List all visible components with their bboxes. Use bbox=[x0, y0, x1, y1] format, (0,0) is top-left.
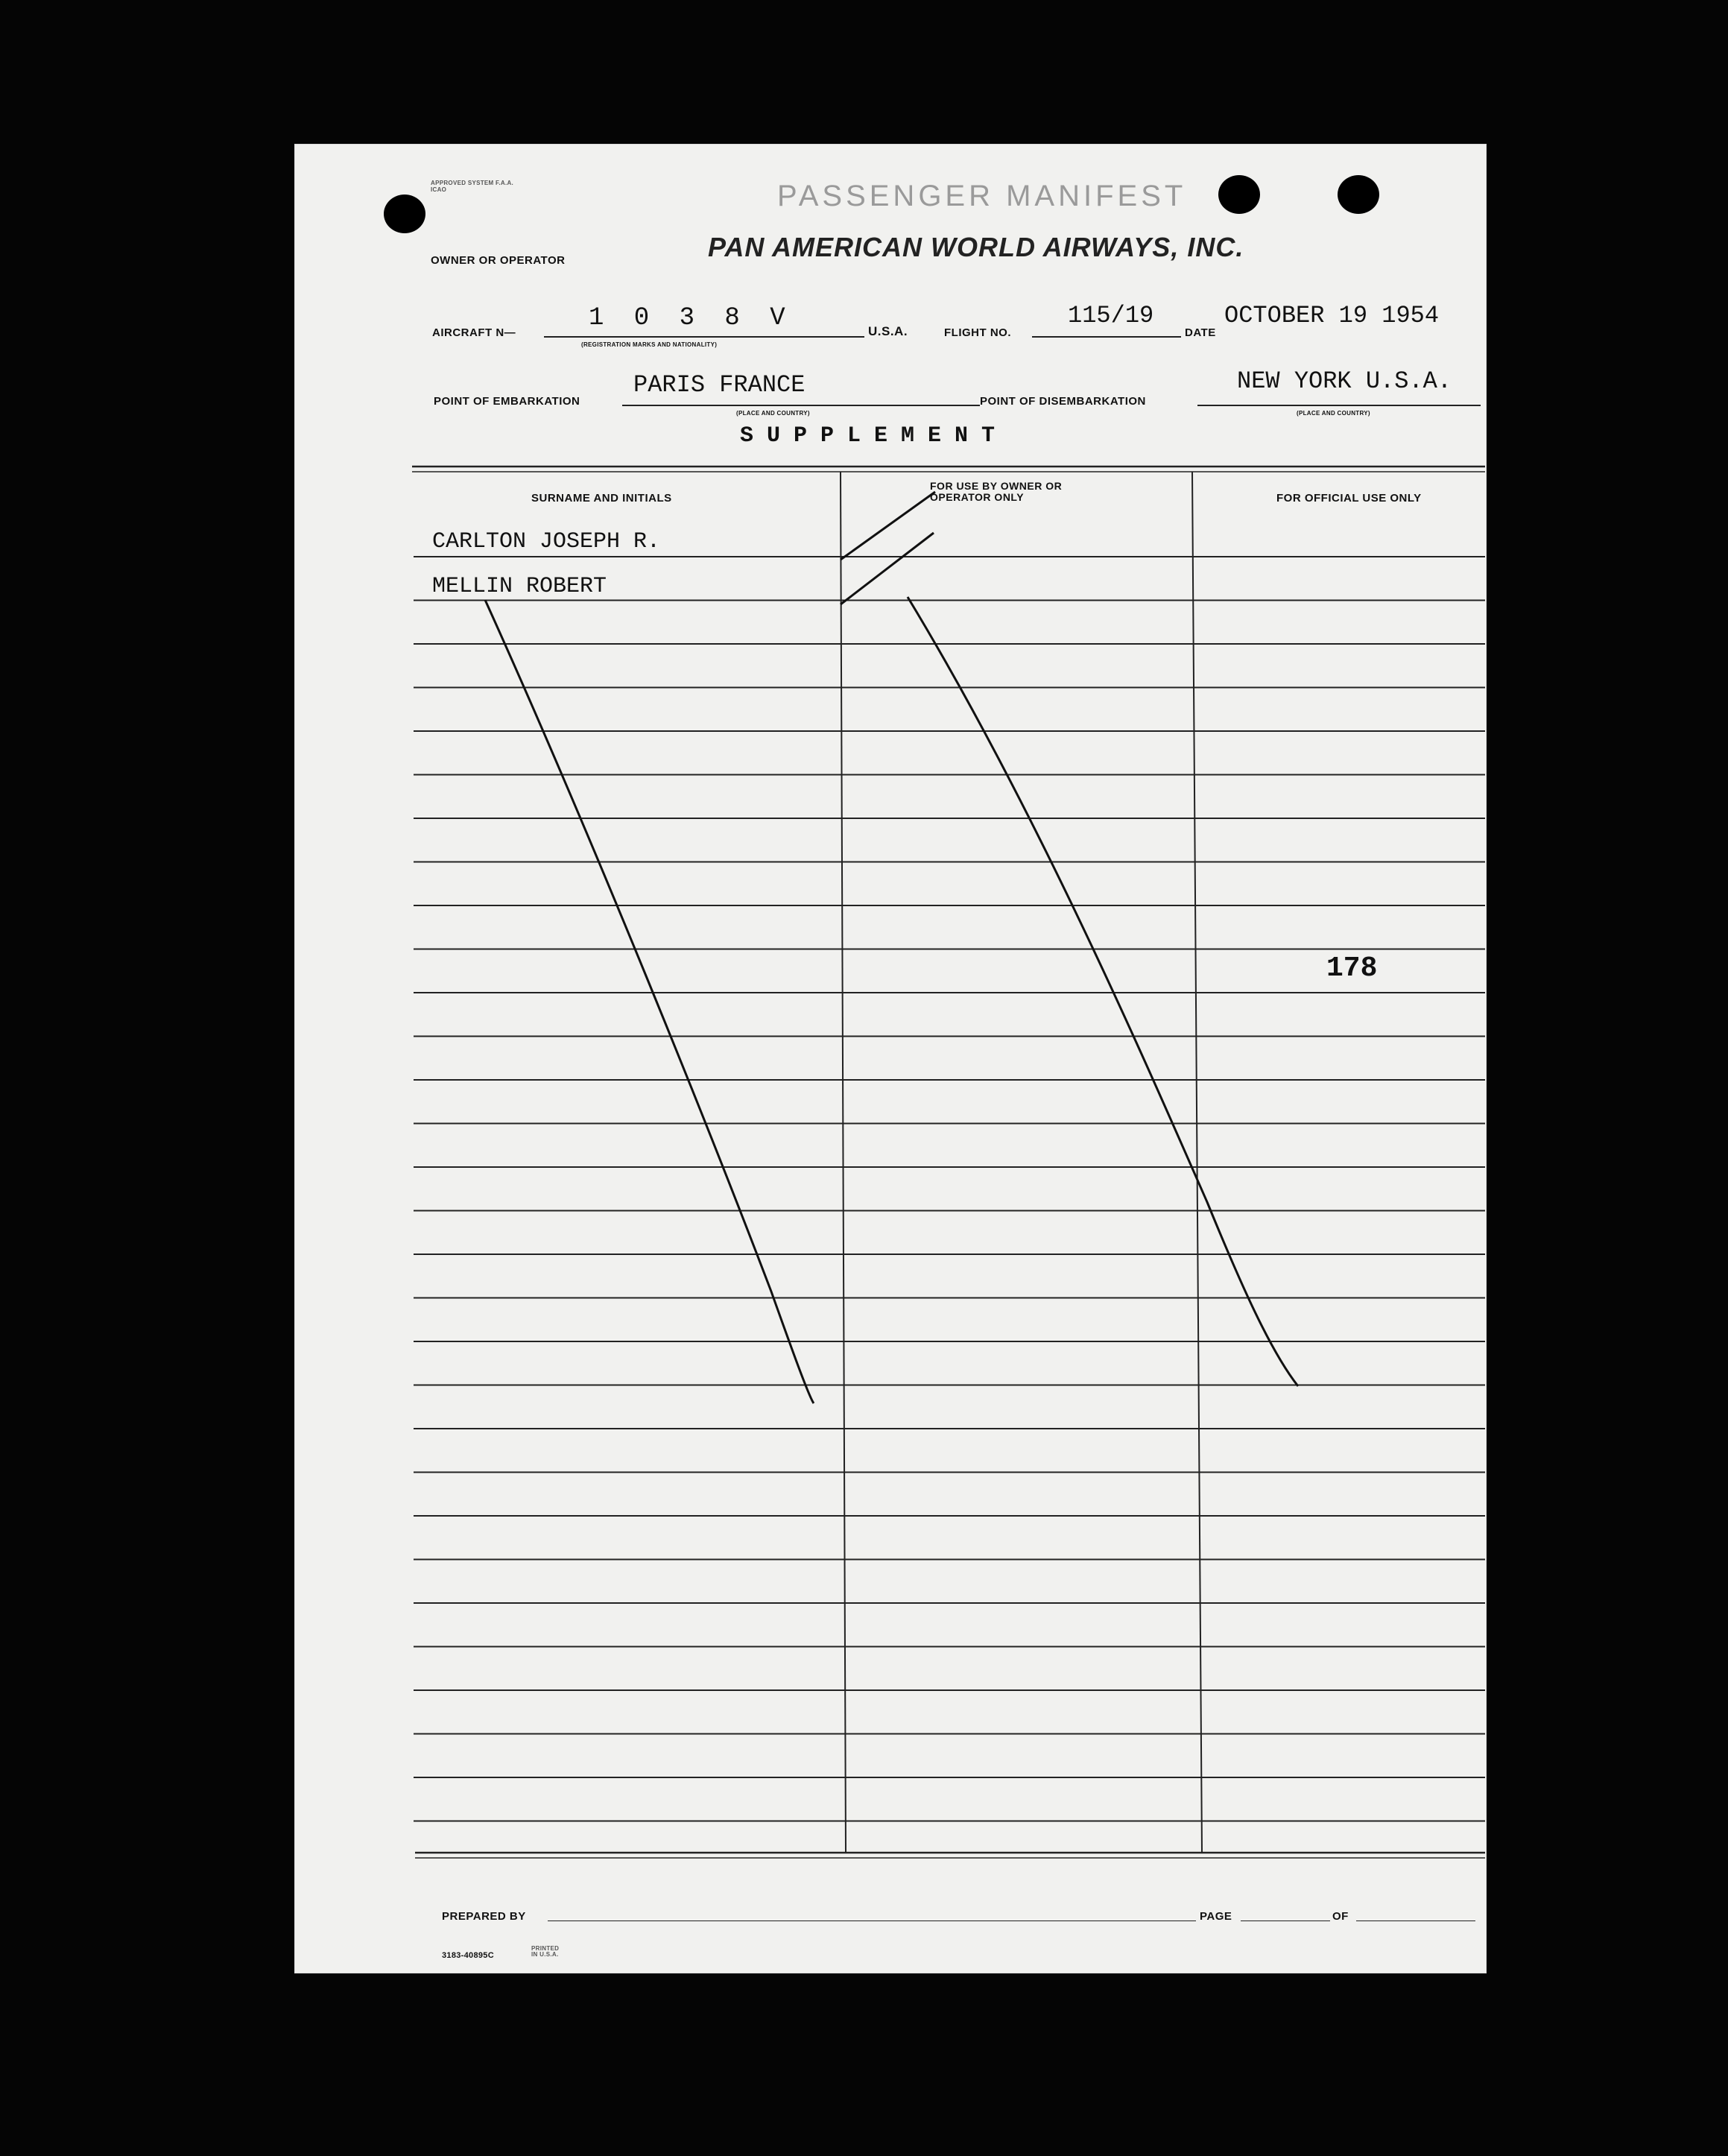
embarkation-value: PARIS FRANCE bbox=[633, 371, 806, 399]
manifest-table-grid bbox=[294, 144, 1487, 1973]
printed-note: PRINTED IN U.S.A. bbox=[531, 1945, 560, 1958]
column-header-official: FOR OFFICIAL USE ONLY bbox=[1276, 492, 1422, 505]
usa-label: U.S.A. bbox=[868, 324, 908, 338]
form-number: 3183-40895C bbox=[442, 1951, 494, 1960]
prepared-by-label: PREPARED BY bbox=[442, 1910, 526, 1923]
embarkation-note: (PLACE AND COUNTRY) bbox=[736, 410, 810, 417]
registration-note: (REGISTRATION MARKS AND NATIONALITY) bbox=[581, 341, 718, 348]
supplement-heading: S U P P L E M E N T bbox=[740, 423, 996, 449]
page-title: PASSENGER MANIFEST bbox=[777, 180, 1187, 212]
flight-date: OCTOBER 19 1954 bbox=[1224, 302, 1440, 329]
flight-number: 115/19 bbox=[1068, 302, 1154, 329]
official-use-number: 178 bbox=[1326, 952, 1378, 984]
approval-stamp: APPROVED SYSTEM F.A.A. ICAO bbox=[431, 180, 514, 193]
column-header-owner: FOR USE BY OWNER OR OPERATOR ONLY bbox=[930, 480, 1063, 503]
handwritten-ditto-line bbox=[485, 600, 814, 1403]
aircraft-label: AIRCRAFT N— bbox=[432, 326, 516, 339]
disembarkation-value: NEW YORK U.S.A. bbox=[1237, 367, 1452, 395]
disembarkation-note: (PLACE AND COUNTRY) bbox=[1297, 410, 1370, 417]
embarkation-label: POINT OF EMBARKATION bbox=[434, 395, 580, 408]
table-rule bbox=[1192, 472, 1202, 1852]
aircraft-number: 1 0 3 8 V bbox=[589, 304, 793, 332]
of-label: OF bbox=[1332, 1910, 1349, 1923]
passenger-name: CARLTON JOSEPH R. bbox=[432, 529, 661, 554]
disembarkation-label: POINT OF DISEMBARKATION bbox=[980, 395, 1146, 408]
manifest-page bbox=[294, 144, 1487, 1973]
handwritten-ditto-line bbox=[841, 492, 935, 560]
handwritten-ditto-line bbox=[908, 597, 1298, 1386]
airline-name: PAN AMERICAN WORLD AIRWAYS, INC. bbox=[708, 232, 1244, 262]
date-label: DATE bbox=[1185, 326, 1216, 339]
table-rule bbox=[841, 472, 846, 1852]
owner-label: OWNER OR OPERATOR bbox=[431, 254, 566, 267]
handwritten-ditto-line bbox=[841, 533, 934, 604]
flight-label: FLIGHT NO. bbox=[944, 326, 1011, 339]
column-header-surname: SURNAME AND INITIALS bbox=[531, 492, 672, 505]
passenger-name: MELLIN ROBERT bbox=[432, 574, 607, 599]
page-label: PAGE bbox=[1200, 1910, 1232, 1923]
